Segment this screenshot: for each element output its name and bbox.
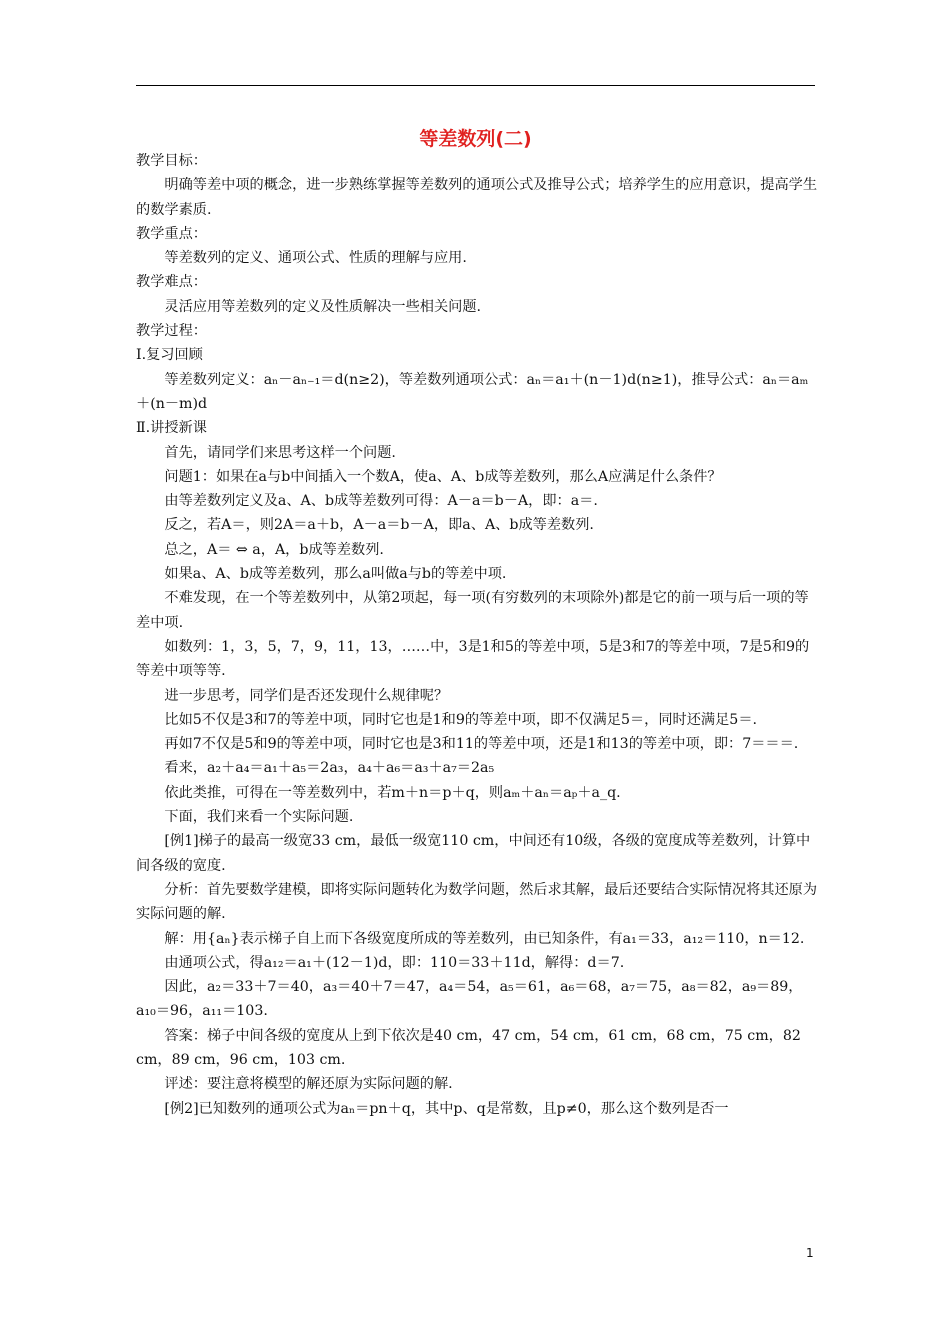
paragraph: 下面，我们来看一个实际问题. (164, 809, 354, 826)
paragraph: 不难发现，在一个等差数列中，从第2项起，每一项(有穷数列的末项除外)都是它的前一项与后一项的等差中项. (136, 590, 809, 631)
paragraph: 进一步思考，同学们是否还发现什么规律呢？ (164, 687, 449, 704)
paragraph: 反之，若A＝，则2A＝a＋b，A－a＝b－A，即a、A、b成等差数列. (164, 517, 594, 534)
paragraph: [例1]梯子的最高一级宽33 cm，最低一级宽110 cm，中间还有10级，各级的宽度成等差数列，计算中间各级的宽度. (136, 833, 811, 874)
paragraph: 分析：首先要数学建模，即将实际问题转化为数学问题，然后求其解，最后还要结合实际情况将其还原为实际问题的解. (136, 881, 818, 923)
section-heading-goal: 教学目标： (136, 153, 207, 169)
paragraph: 问题1：如果在a与b中间插入一个数A，使a、A、b成等差数列，那么A应满足什么条件？ (164, 468, 722, 485)
paragraph: 答案：梯子中间各级的宽度从上到下依次是40 cm，47 cm，54 cm，61 cm，68 cm，75 cm，82 cm，89 cm，96 cm，103 cm. (136, 1027, 801, 1068)
paragraph: 等差数列定义：aₙ－aₙ₋₁＝d(n≥2)，等差数列通项公式：aₙ＝a₁＋(n－1)d(n≥1)，推导公式：aₙ＝aₘ＋(n－m)d (136, 371, 809, 412)
paragraph: 看来，a₂＋a₄＝a₁＋a₅＝2a₃，a₄＋a₆＝a₃＋a₇＝2a₅ (164, 760, 495, 777)
paragraph: 如果a、A、b成等差数列，那么a叫做a与b的等差中项. (164, 566, 507, 583)
paragraph: [例2]已知数列的通项公式为aₙ＝pn＋q，其中p、q是常数，且p≠0，那么这个数列是否一 (164, 1100, 729, 1117)
document-body (136, 149, 818, 1121)
paragraph: 由通项公式，得a₁₂＝a₁＋(12－1)d，即：110＝33＋11d，解得：d＝7. (164, 954, 625, 971)
page-title: 等差数列(二) (419, 128, 532, 150)
section-heading-review: Ⅰ.复习回顾 (136, 347, 203, 364)
section-heading-difficulties: 教学难点： (136, 274, 207, 291)
section-heading-key-points: 教学重点： (136, 225, 207, 242)
paragraph: 首先，请同学们来思考这样一个问题. (164, 444, 396, 461)
paragraph: 明确等差中项的概念，进一步熟练掌握等差数列的通项公式及推导公式；培养学生的应用意识，提高学生的数学素质. (136, 177, 818, 218)
paragraph: 比如5不仅是3和7的等差中项，同时它也是1和9的等差中项，即不仅满足5＝，同时还满足5＝. (164, 711, 758, 728)
paragraph: 解：用{aₙ}表示梯子自上而下各级宽度所成的等差数列，由已知条件，有a₁＝33，a₁₂＝110，n＝12. (164, 930, 805, 947)
paragraph: 因此，a₂＝33＋7＝40，a₃＝40＋7＝47，a₄＝54，a₅＝61，a₆＝68，a₇＝75，a₈＝82，a₉＝89，a₁₀＝96，a₁₁＝103. (136, 979, 803, 1020)
paragraph: 如数列：1，3，5，7，9，11，13，……中，3是1和5的等差中项，5是3和7的等差中项，7是5和9的等差中项等等. (136, 638, 810, 680)
paragraph: 等差数列的定义、通项公式、性质的理解与应用. (164, 250, 467, 267)
paragraph: 再如7不仅是5和9的等差中项，同时它也是3和11的等差中项，还是1和13的等差中项，即：7＝＝＝. (164, 736, 799, 753)
paragraph: 灵活应用等差数列的定义及性质解决一些相关问题. (164, 298, 482, 315)
paragraph: 总之，A＝ ⇔ a，A，b成等差数列. (164, 541, 384, 558)
header-rule (136, 85, 815, 86)
page-number: 1 (806, 1246, 814, 1260)
paragraph: 由等差数列定义及a、A、b成等差数列可得：A－a＝b－A，即：a＝. (164, 493, 598, 510)
paragraph: 评述：要注意将模型的解还原为实际问题的解. (164, 1076, 453, 1093)
paragraph: 依此类推，可得在一等差数列中，若m＋n＝p＋q，则aₘ＋aₙ＝aₚ＋a_q. (164, 784, 621, 801)
section-heading-new-lesson: Ⅱ.讲授新课 (136, 420, 207, 437)
section-heading-process: 教学过程： (136, 323, 207, 340)
